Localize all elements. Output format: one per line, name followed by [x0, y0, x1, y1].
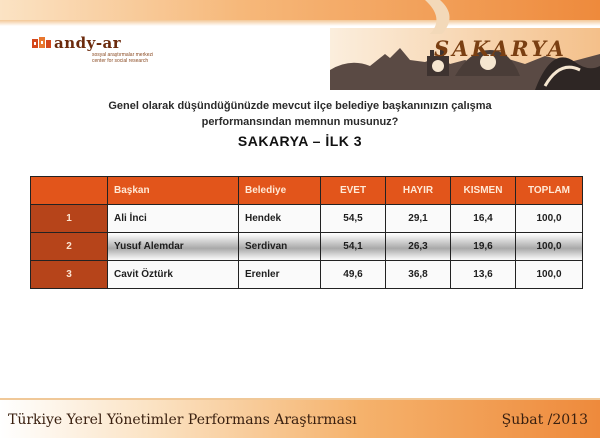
- banner-title: SAKARYA: [434, 36, 567, 61]
- results-table: [30, 176, 583, 289]
- row-kismen: 19,6: [451, 233, 516, 261]
- table-row: [31, 261, 583, 289]
- table-row: [31, 233, 583, 261]
- row-kismen: 13,6: [451, 261, 516, 289]
- row-baskan: Cavit Öztürk: [108, 261, 239, 289]
- row-evet: 54,5: [321, 205, 386, 233]
- row-toplam: 100,0: [516, 205, 583, 233]
- row-kismen: 16,4: [451, 205, 516, 233]
- header-belediye: Belediye: [239, 177, 321, 205]
- footer-title: Türkiye Yerel Yönetimler Performans Araştırması: [8, 412, 357, 428]
- row-baskan: Ali İnci: [108, 205, 239, 233]
- row-baskan: Yusuf Alemdar: [108, 233, 239, 261]
- row-hayir: 29,1: [386, 205, 451, 233]
- question-line-1: Genel olarak düşündüğünüzde mevcut ilçe belediye başkanınızın çalışma: [108, 100, 492, 112]
- header-toplam: TOPLAM: [516, 177, 583, 205]
- row-rank: 3: [31, 261, 108, 289]
- row-hayir: 26,3: [386, 233, 451, 261]
- table-row: [31, 205, 583, 233]
- row-evet: 54,1: [321, 233, 386, 261]
- table-header-row: [31, 177, 583, 205]
- andy-ar-logo: [32, 34, 172, 64]
- question-line-2: performansından memnun musunuz?: [201, 116, 399, 128]
- sakarya-banner: [330, 0, 600, 90]
- table-heading: SAKARYA – İLK 3: [237, 133, 363, 149]
- logo-subtitle-tr: sosyal araştırmalar merkezi: [92, 52, 154, 58]
- header-baskan: Başkan: [108, 177, 239, 205]
- row-hayir: 36,8: [386, 261, 451, 289]
- row-rank: 1: [31, 205, 108, 233]
- row-rank: 2: [31, 233, 108, 261]
- header-rank: [31, 177, 108, 205]
- footer-divider: [0, 398, 600, 400]
- header-hayir: HAYIR: [386, 177, 451, 205]
- header-evet: EVET: [321, 177, 386, 205]
- row-evet: 49,6: [321, 261, 386, 289]
- logo-subtitle-en: center for social research: [92, 58, 149, 64]
- logo-name: andy-ar: [54, 34, 122, 52]
- row-belediye: Hendek: [239, 205, 321, 233]
- row-belediye: Erenler: [239, 261, 321, 289]
- header-kismen: KISMEN: [451, 177, 516, 205]
- row-toplam: 100,0: [516, 233, 583, 261]
- row-belediye: Serdivan: [239, 233, 321, 261]
- logo-mark-icon: [32, 36, 52, 50]
- row-toplam: 100,0: [516, 261, 583, 289]
- footer-date: Şubat /2013: [501, 412, 588, 428]
